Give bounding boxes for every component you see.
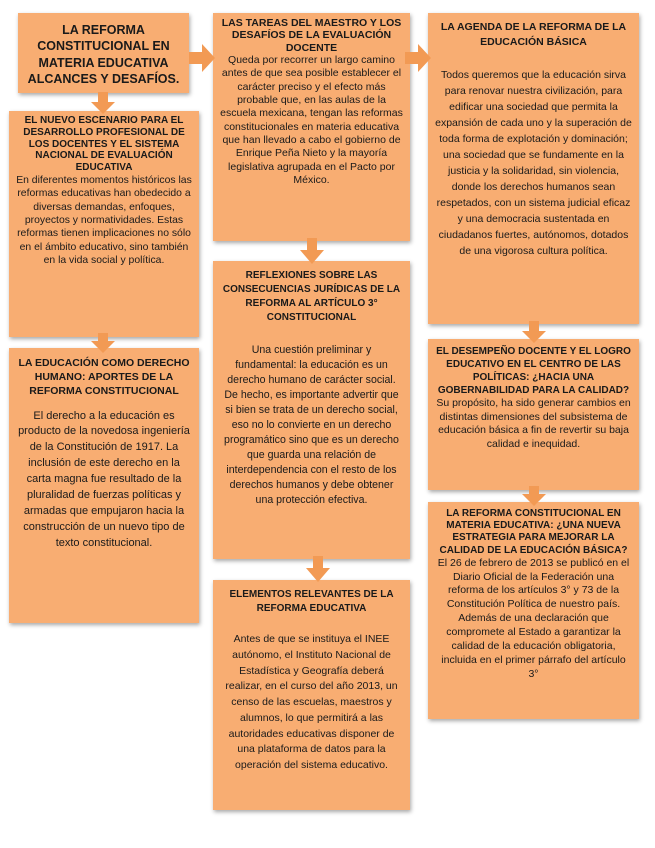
box-title: LA REFORMA CONSTITUCIONAL EN MATERIA EDUCATIVA: ¿UNA NUEVA ESTRATEGIA PARA MEJORAR LA CALIDAD DE LA EDUCACIÓN BÁSICA? bbox=[439, 508, 628, 556]
box-agenda-educacion-basica bbox=[428, 13, 639, 324]
arrow-down-icon bbox=[91, 333, 115, 353]
arrow-down-icon bbox=[522, 321, 546, 343]
box-title: REFLEXIONES SOBRE LAS CONSECUENCIAS JURÍDICAS DE LA REFORMA AL ARTÍCULO 3° CONSTITUCIONAL bbox=[222, 270, 401, 323]
box-body: Una cuestión preliminar y fundamental: la educación es un derecho humano de carácter social. De hecho, es importante advertir que si bien se trata de un derecho social, eso no lo convierte en un derecho programático sino que es un derecho que guarda una relación de interdependencia con el resto de los derechos humanos y debe obtener una protección efectiva. bbox=[224, 344, 399, 507]
box-nueva-estrategia-calidad bbox=[428, 502, 639, 719]
box-elementos-relevantes bbox=[213, 580, 410, 810]
box-title: EL NUEVO ESCENARIO PARA EL DESARROLLO PROFESIONAL DE LOS DOCENTES Y EL SISTEMA NACIONAL DE EVALUACIÓN EDUCATIVA bbox=[23, 115, 185, 174]
box-title: LA EDUCACIÓN COMO DERECHO HUMANO: APORTES DE LA REFORMA CONSTITUCIONAL bbox=[18, 357, 190, 398]
box-nuevo-escenario bbox=[9, 111, 199, 337]
arrow-down-icon bbox=[306, 556, 330, 582]
arrow-down-icon bbox=[522, 486, 546, 506]
box-body: El derecho a la educación es producto de la novedosa ingeniería de la Constitución de 1917. La inclusión de este derecho en la carta magna fue resultado de la pluralidad de fuerzas políticas y armadas que empujaron hacia la construcción de un nuevo tipo de texto constitucional. bbox=[18, 409, 190, 550]
box-title: ELEMENTOS RELEVANTES DE LA REFORMA EDUCATIVA bbox=[229, 589, 394, 614]
arrow-down-icon bbox=[91, 92, 115, 114]
arrow-right-icon bbox=[405, 44, 431, 72]
box-body: Queda por recorrer un largo camino antes de que sea posible establecer el carácter preciso y el efecto más probable que, en las aulas de la escuela mexicana, tengan las reformas constitucionales en materia educativa que han llevado a cabo el gobierno de Enrique Peña Nieto y la mayoría legislativa agrupada en el Pacto por México. bbox=[220, 54, 403, 187]
box-educacion-derecho-humano bbox=[9, 348, 199, 623]
box-body: Antes de que se instituya el INEE autónomo, el Instituto Nacional de Estadística y Geografía deberá realizar, en el curso del año 2013, un censo de las escuelas, maestros y alumnos, lo que permitirá a las autoridades educativas disponer de una plataforma de datos para la operación del sistema educativo. bbox=[225, 633, 398, 771]
box-desempeno-docente bbox=[428, 339, 639, 490]
box-reforma-constitucional bbox=[18, 13, 189, 93]
box-body: Su propósito, ha sido generar cambios en distintas dimensiones del subsistema de educación básica a fin de revertir su baja calidad e inequidad. bbox=[436, 397, 631, 450]
box-title: EL DESEMPEÑO DOCENTE Y EL LOGRO EDUCATIVO EN EL CENTRO DE LAS POLÍTICAS: ¿HACIA UNA GOBERNABILIDAD PARA LA CALIDAD? bbox=[436, 346, 631, 396]
arrow-down-icon bbox=[300, 238, 324, 264]
box-tareas-maestro bbox=[213, 13, 410, 241]
box-title: LAS TAREAS DEL MAESTRO Y LOS DESAFÍOS DE LA EVALUACIÓN DOCENTE bbox=[221, 17, 402, 54]
box-body: El 26 de febrero de 2013 se publicó en el Diario Oficial de la Federación una reforma de los artículos 3° y 73 de la Constitución Política de nuestro país. Además de una declaración que compromete al Estado a garantizar la calidad de la educación obligatoria, incluida en el primer párrafo del artículo 3° bbox=[437, 556, 630, 680]
box-title: LA REFORMA CONSTITUCIONAL EN MATERIA EDUCATIVA ALCANCES Y DESAFÍOS. bbox=[27, 23, 180, 86]
box-body: Todos queremos que la educación sirva para renovar nuestra civilización, para edificar una sociedad que permita la expansión de cada uno y la superación de toda forma de explotación y dominación; una sociedad que se fundamente en la justicia y la solidaridad, sin violencia, donde los derechos humanos sean respetados, con un sistema judicial eficaz y una democracia sustentada en ciudadanos fuertes, autónomos, dotados de una vigorosa cultura política. bbox=[435, 69, 632, 257]
box-reflexiones-juridicas bbox=[213, 261, 410, 559]
box-title: LA AGENDA DE LA REFORMA DE LA EDUCACIÓN BÁSICA bbox=[440, 21, 627, 49]
box-body: En diferentes momentos históricos las reformas educativas han obedecido a diversas demandas, enfoques, proyectos y normatividades. Estas reformas tienen implicaciones no sólo en el ámbito educativo, sino también en la vida social y política. bbox=[16, 174, 192, 266]
arrow-right-icon bbox=[189, 44, 215, 72]
